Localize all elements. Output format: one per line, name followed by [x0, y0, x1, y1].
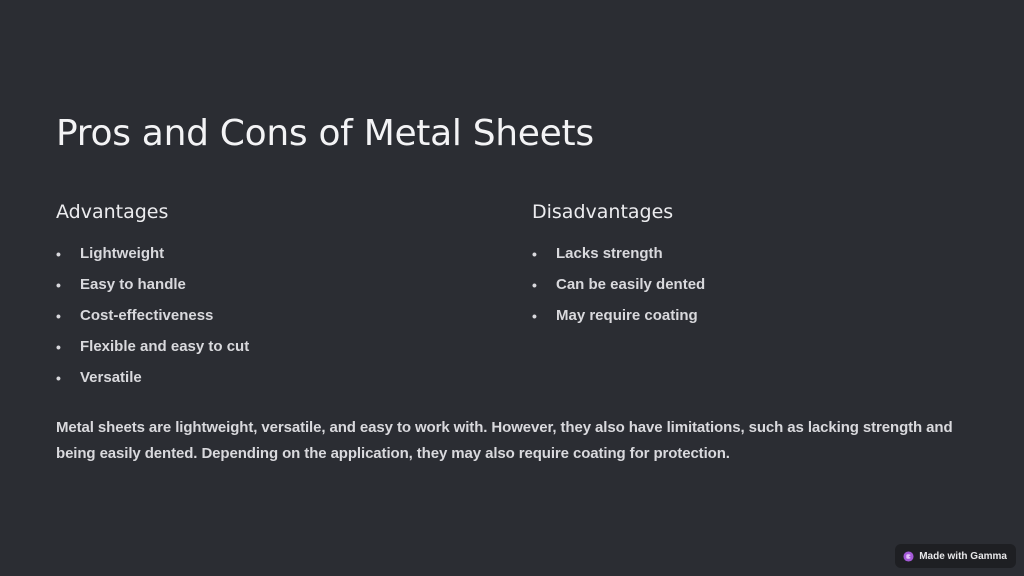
advantages-list — [56, 242, 496, 397]
bullet-icon: • — [56, 308, 61, 324]
list-item — [56, 242, 496, 273]
bullet-icon: • — [56, 370, 61, 386]
list-item — [532, 273, 972, 304]
list-item — [56, 335, 496, 366]
list-item — [56, 273, 496, 304]
bullet-icon: • — [532, 246, 537, 262]
list-item-text: Can be easily dented — [556, 276, 706, 293]
disadvantages-column — [532, 200, 972, 335]
list-item-text: Versatile — [80, 369, 142, 386]
bullet-icon: • — [56, 277, 61, 293]
made-with-gamma-badge[interactable] — [895, 544, 1016, 568]
list-item — [56, 366, 496, 397]
list-item — [532, 242, 972, 273]
list-item-text: Flexible and easy to cut — [80, 338, 250, 355]
list-item — [56, 304, 496, 335]
advantages-column — [56, 200, 496, 397]
disadvantages-heading: Disadvantages — [532, 201, 674, 223]
list-item-text: Easy to handle — [80, 276, 186, 293]
gamma-logo-icon — [903, 551, 914, 562]
summary-paragraph: Metal sheets are lightweight, versatile, and easy to work with. However, they also have limitations, such as lacking strength and being easily dented. Depending on the application, they may also require coating for protection. — [56, 419, 953, 462]
list-item — [532, 304, 972, 335]
bullet-icon: • — [56, 339, 61, 355]
bullet-icon: • — [56, 246, 61, 262]
list-item-text: Lightweight — [80, 245, 165, 262]
list-item-text: Cost-effectiveness — [80, 307, 214, 324]
bullet-icon: • — [532, 277, 537, 293]
disadvantages-list — [532, 242, 972, 335]
list-item-text: Lacks strength — [556, 245, 663, 262]
list-item-text: May require coating — [556, 307, 698, 324]
bullet-icon: • — [532, 308, 537, 324]
badge-label: Made with Gamma — [919, 550, 1007, 562]
advantages-heading: Advantages — [56, 201, 169, 223]
slide-title: Pros and Cons of Metal Sheets — [56, 113, 594, 154]
